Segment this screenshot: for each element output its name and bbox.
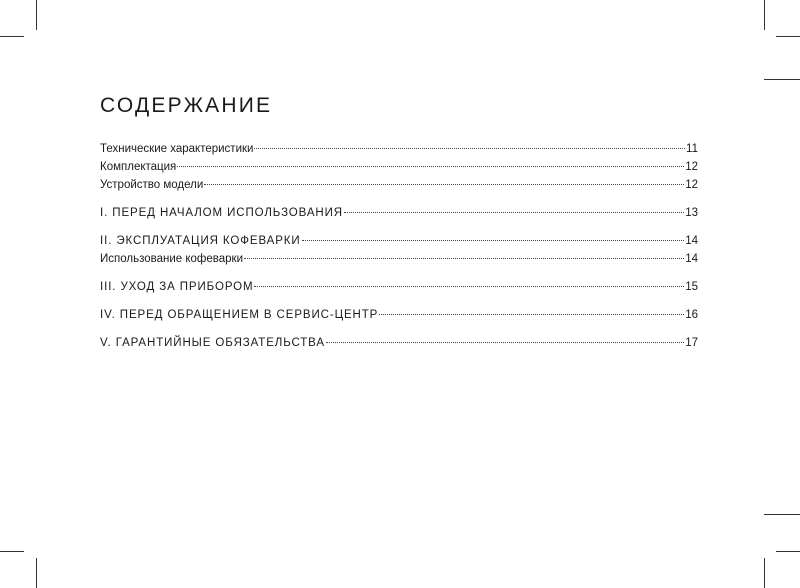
toc-section-page: 15 [685, 281, 698, 293]
dot-leader [344, 212, 684, 213]
crop-mark [776, 36, 800, 37]
toc-entry [100, 158, 698, 176]
toc-entry-page: 12 [685, 161, 698, 173]
toc-section-label: I. ПЕРЕД НАЧАЛОМ ИСПОЛЬЗОВАНИЯ [100, 207, 343, 219]
toc-section-page: 16 [685, 309, 698, 321]
dot-leader [204, 184, 684, 185]
toc-section-page: 13 [685, 207, 698, 219]
crop-mark [36, 0, 37, 30]
dot-leader [379, 314, 684, 315]
toc-section [100, 306, 698, 324]
toc-section-label: IV. ПЕРЕД ОБРАЩЕНИЕМ В СЕРВИС-ЦЕНТР [100, 309, 379, 321]
toc-section [100, 204, 698, 222]
dot-leader [254, 148, 685, 149]
crop-mark [0, 36, 24, 37]
toc-section-label: III. УХОД ЗА ПРИБОРОМ [100, 281, 254, 293]
toc-entry [100, 140, 698, 158]
toc-entry-page: 11 [686, 143, 698, 155]
toc-entry [100, 250, 698, 268]
toc-entry-label: Устройство модели [100, 179, 204, 191]
crop-mark [764, 79, 800, 80]
page-title: СОДЕРЖАНИЕ [100, 94, 273, 117]
toc-section-page: 14 [685, 235, 698, 247]
toc-section [100, 232, 698, 250]
toc-entry [100, 176, 698, 194]
dot-leader [254, 286, 684, 287]
crop-mark [776, 551, 800, 552]
toc-section [100, 334, 698, 352]
toc-entry-label: Технические характеристики [100, 143, 254, 155]
crop-mark [764, 558, 765, 588]
toc-section-label: V. ГАРАНТИЙНЫЕ ОБЯЗАТЕЛЬСТВА [100, 337, 325, 349]
toc-entry-page: 12 [685, 179, 698, 191]
crop-mark [0, 551, 24, 552]
toc-section [100, 278, 698, 296]
crop-mark [764, 0, 765, 30]
toc-entry-page: 14 [685, 253, 698, 265]
toc-entry-label: Комплектация [100, 161, 177, 173]
dot-leader [326, 342, 684, 343]
dot-leader [177, 166, 684, 167]
crop-mark [36, 558, 37, 588]
dot-leader [302, 240, 685, 241]
table-of-contents [100, 140, 698, 352]
toc-section-page: 17 [685, 337, 698, 349]
dot-leader [244, 258, 684, 259]
crop-mark [764, 514, 800, 515]
toc-entry-label: Использование кофеварки [100, 253, 244, 265]
toc-section-label: II. ЭКСПЛУАТАЦИЯ КОФЕВАРКИ [100, 235, 301, 247]
